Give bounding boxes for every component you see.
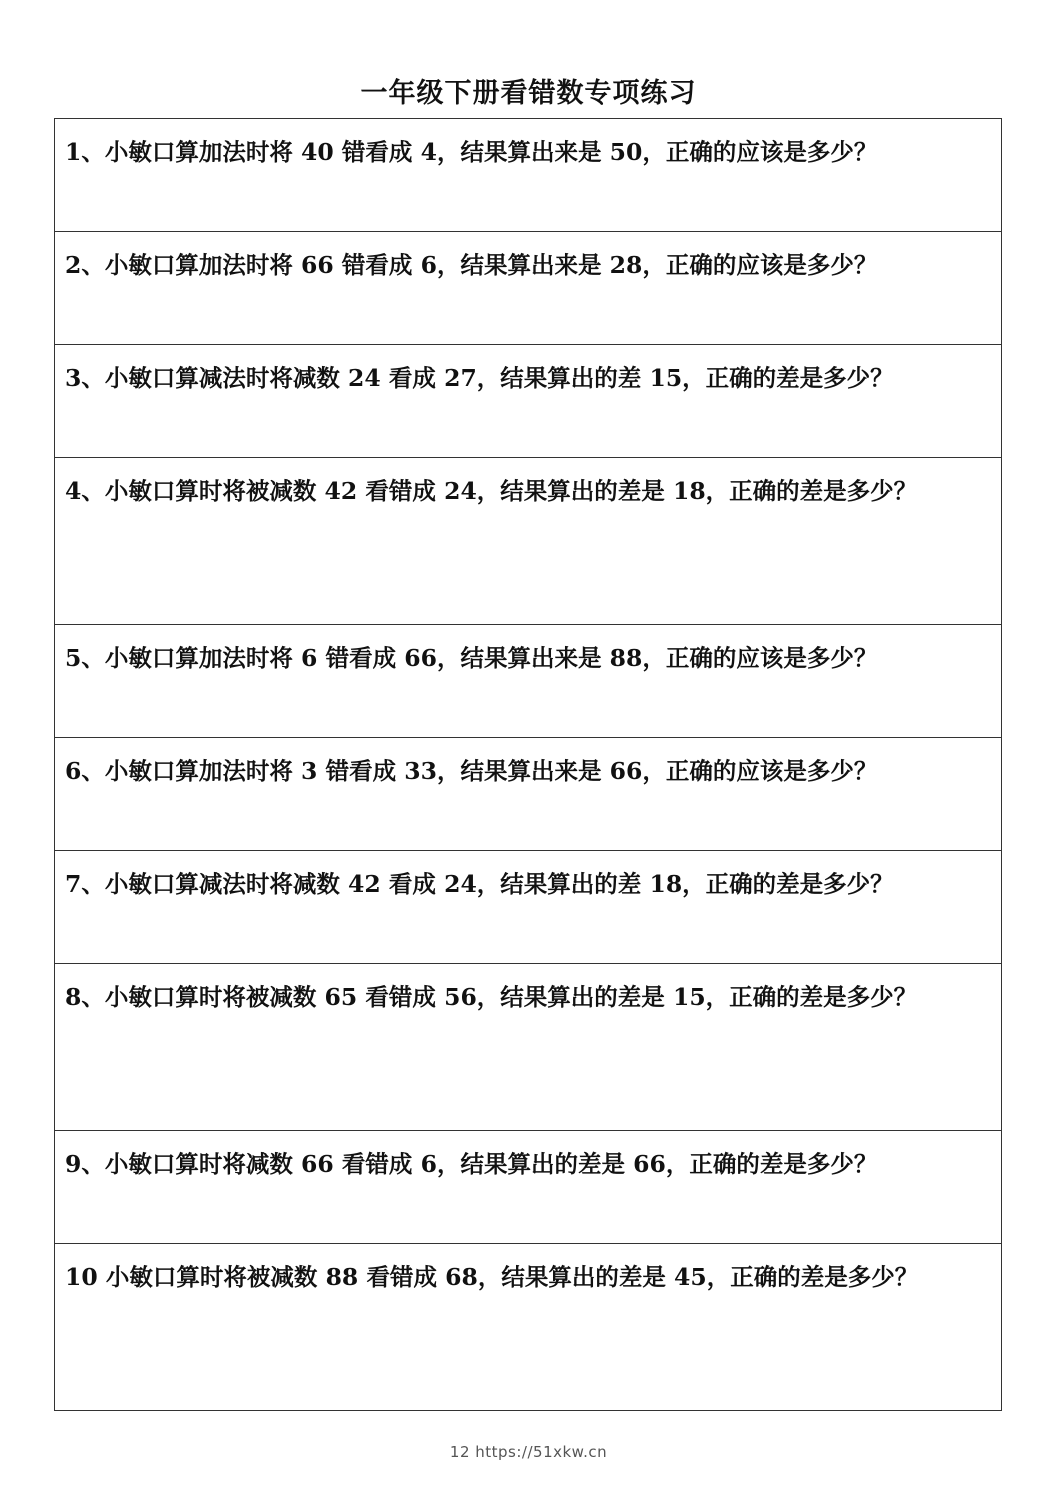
question-text: 10 小敏口算时将被减数 88 看错成 68，结果算出的差是 45，正确的差是多少？	[65, 1263, 919, 1291]
question-row-2	[55, 232, 1001, 345]
question-text: 8、小敏口算时将被减数 65 看错成 56，结果算出的差是 15，正确的差是多少？	[65, 983, 918, 1011]
question-row-1	[55, 119, 1001, 232]
question-text: 3、小敏口算减法时将减数 24 看成 27，结果算出的差 15，正确的差是多少？	[65, 364, 894, 392]
question-text: 6、小敏口算加法时将 3 错看成 33，结果算出来是 66，正确的应该是多少？	[65, 757, 878, 785]
question-row-3	[55, 345, 1001, 458]
page-title: 一年级下册看错数专项练习	[360, 78, 697, 109]
question-table	[54, 118, 1002, 1411]
question-row-5	[55, 625, 1001, 738]
question-text: 2、小敏口算加法时将 66 错看成 6，结果算出来是 28，正确的应该是多少？	[65, 251, 878, 279]
question-text: 4、小敏口算时将被减数 42 看错成 24，结果算出的差是 18，正确的差是多少？	[65, 477, 918, 505]
question-text: 7、小敏口算减法时将减数 42 看成 24，结果算出的差 18，正确的差是多少？	[65, 870, 894, 898]
question-row-4	[55, 458, 1001, 625]
question-text: 1、小敏口算加法时将 40 错看成 4，结果算出来是 50，正确的应该是多少？	[65, 138, 878, 166]
question-row-6	[55, 738, 1001, 851]
question-row-7	[55, 851, 1001, 964]
question-text: 9、小敏口算时将减数 66 看错成 6，结果算出的差是 66，正确的差是多少？	[65, 1150, 878, 1178]
page-footer: 12 https://51xkw.cn	[449, 1443, 608, 1461]
question-row-9	[55, 1131, 1001, 1244]
question-row-10	[55, 1244, 1001, 1410]
question-text: 5、小敏口算加法时将 6 错看成 66，结果算出来是 88，正确的应该是多少？	[65, 644, 878, 672]
question-row-8	[55, 964, 1001, 1131]
